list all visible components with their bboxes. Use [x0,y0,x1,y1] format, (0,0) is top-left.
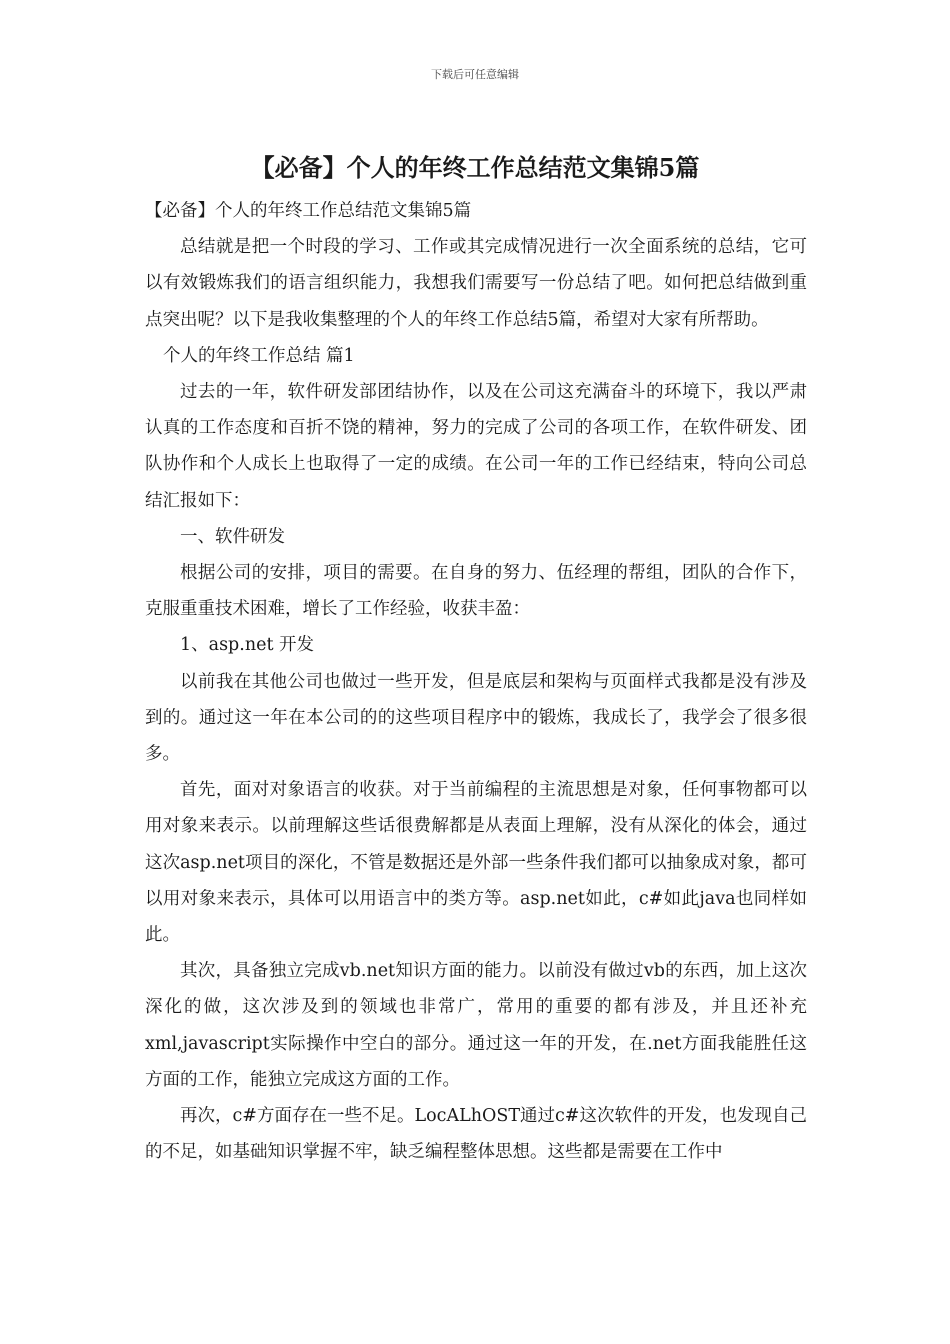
paragraph-title-repeat: 【必备】个人的年终工作总结范文集锦5篇 [145,201,472,221]
document-title: 【必备】个人的年终工作总结范文集锦5篇 [250,153,700,182]
paragraph-third-csharp: 再次，c#方面存在一些不足。LocALhOST通过c#这次软件的开发，也发现自己的不足，如基础知识掌握不牢，缺乏编程整体思想。这些都是需要在工作中 [145,1106,807,1163]
paragraph-second-vbnet: 其次，具备独立完成vb.net知识方面的能力。以前没有做过vb的东西，加上这次深化的做，这次涉及到的领域也非常广，常用的重要的都有涉及，并且还补充xml,javascript实际操作中空白的部分。通过这一年的开发，在.net方面我能胜任这方面的工作，能独立完成这方面的工作。 [145,961,807,1090]
document-body [145,193,807,1170]
heading-software-dev: 一、软件研发 [180,526,285,547]
paragraph-first-oop: 首先，面对对象语言的收获。对于当前编程的主流思想是对象，任何事物都可以用对象来表示。以前理解这些话很费解都是从表面上理解，没有从深化的体会，通过这次asp.net项目的深化，不管是数据还是外部一些条件我们都可以抽象成对象，都可以用对象来表示，具体可以用语言中的类方等。asp.net如此，c#如此java也同样如此。 [145,780,807,946]
section-heading-part1: 个人的年终工作总结 篇1 [163,345,355,366]
heading-aspnet-dev: 1、asp.net 开发 [180,635,315,656]
paragraph-previous-experience: 以前我在其他公司也做过一些开发，但是底层和架构与页面样式我都是没有涉及到的。通过这一年在本公司的的这些项目程序中的锻炼，我成长了，我学会了很多很多。 [145,671,807,765]
paragraph-company-arrangement: 根据公司的安排，项目的需要。在自身的努力、伍经理的帮组，团队的合作下，克服重重技术困难，增长了工作经验，收获丰盈： [145,563,807,620]
paragraph-part1-intro: 过去的一年，软件研发部团结协作，以及在公司这充满奋斗的环境下，我以严肃认真的工作态度和百折不饶的精神，努力的完成了公司的各项工作，在软件研发、团队协作和个人成长上也取得了一定的成绩。在公司一年的工作已经结束，特向公司总结汇报如下： [145,382,807,511]
page-header-note: 下载后可任意编辑 [431,68,519,81]
paragraph-intro: 总结就是把一个时段的学习、工作或其完成情况进行一次全面系统的总结，它可以有效锻炼我们的语言组织能力，我想我们需要写一份总结了吧。如何把总结做到重点突出呢？以下是我收集整理的个人的年终工作总结5篇，希望对大家有所帮助。 [145,237,807,330]
